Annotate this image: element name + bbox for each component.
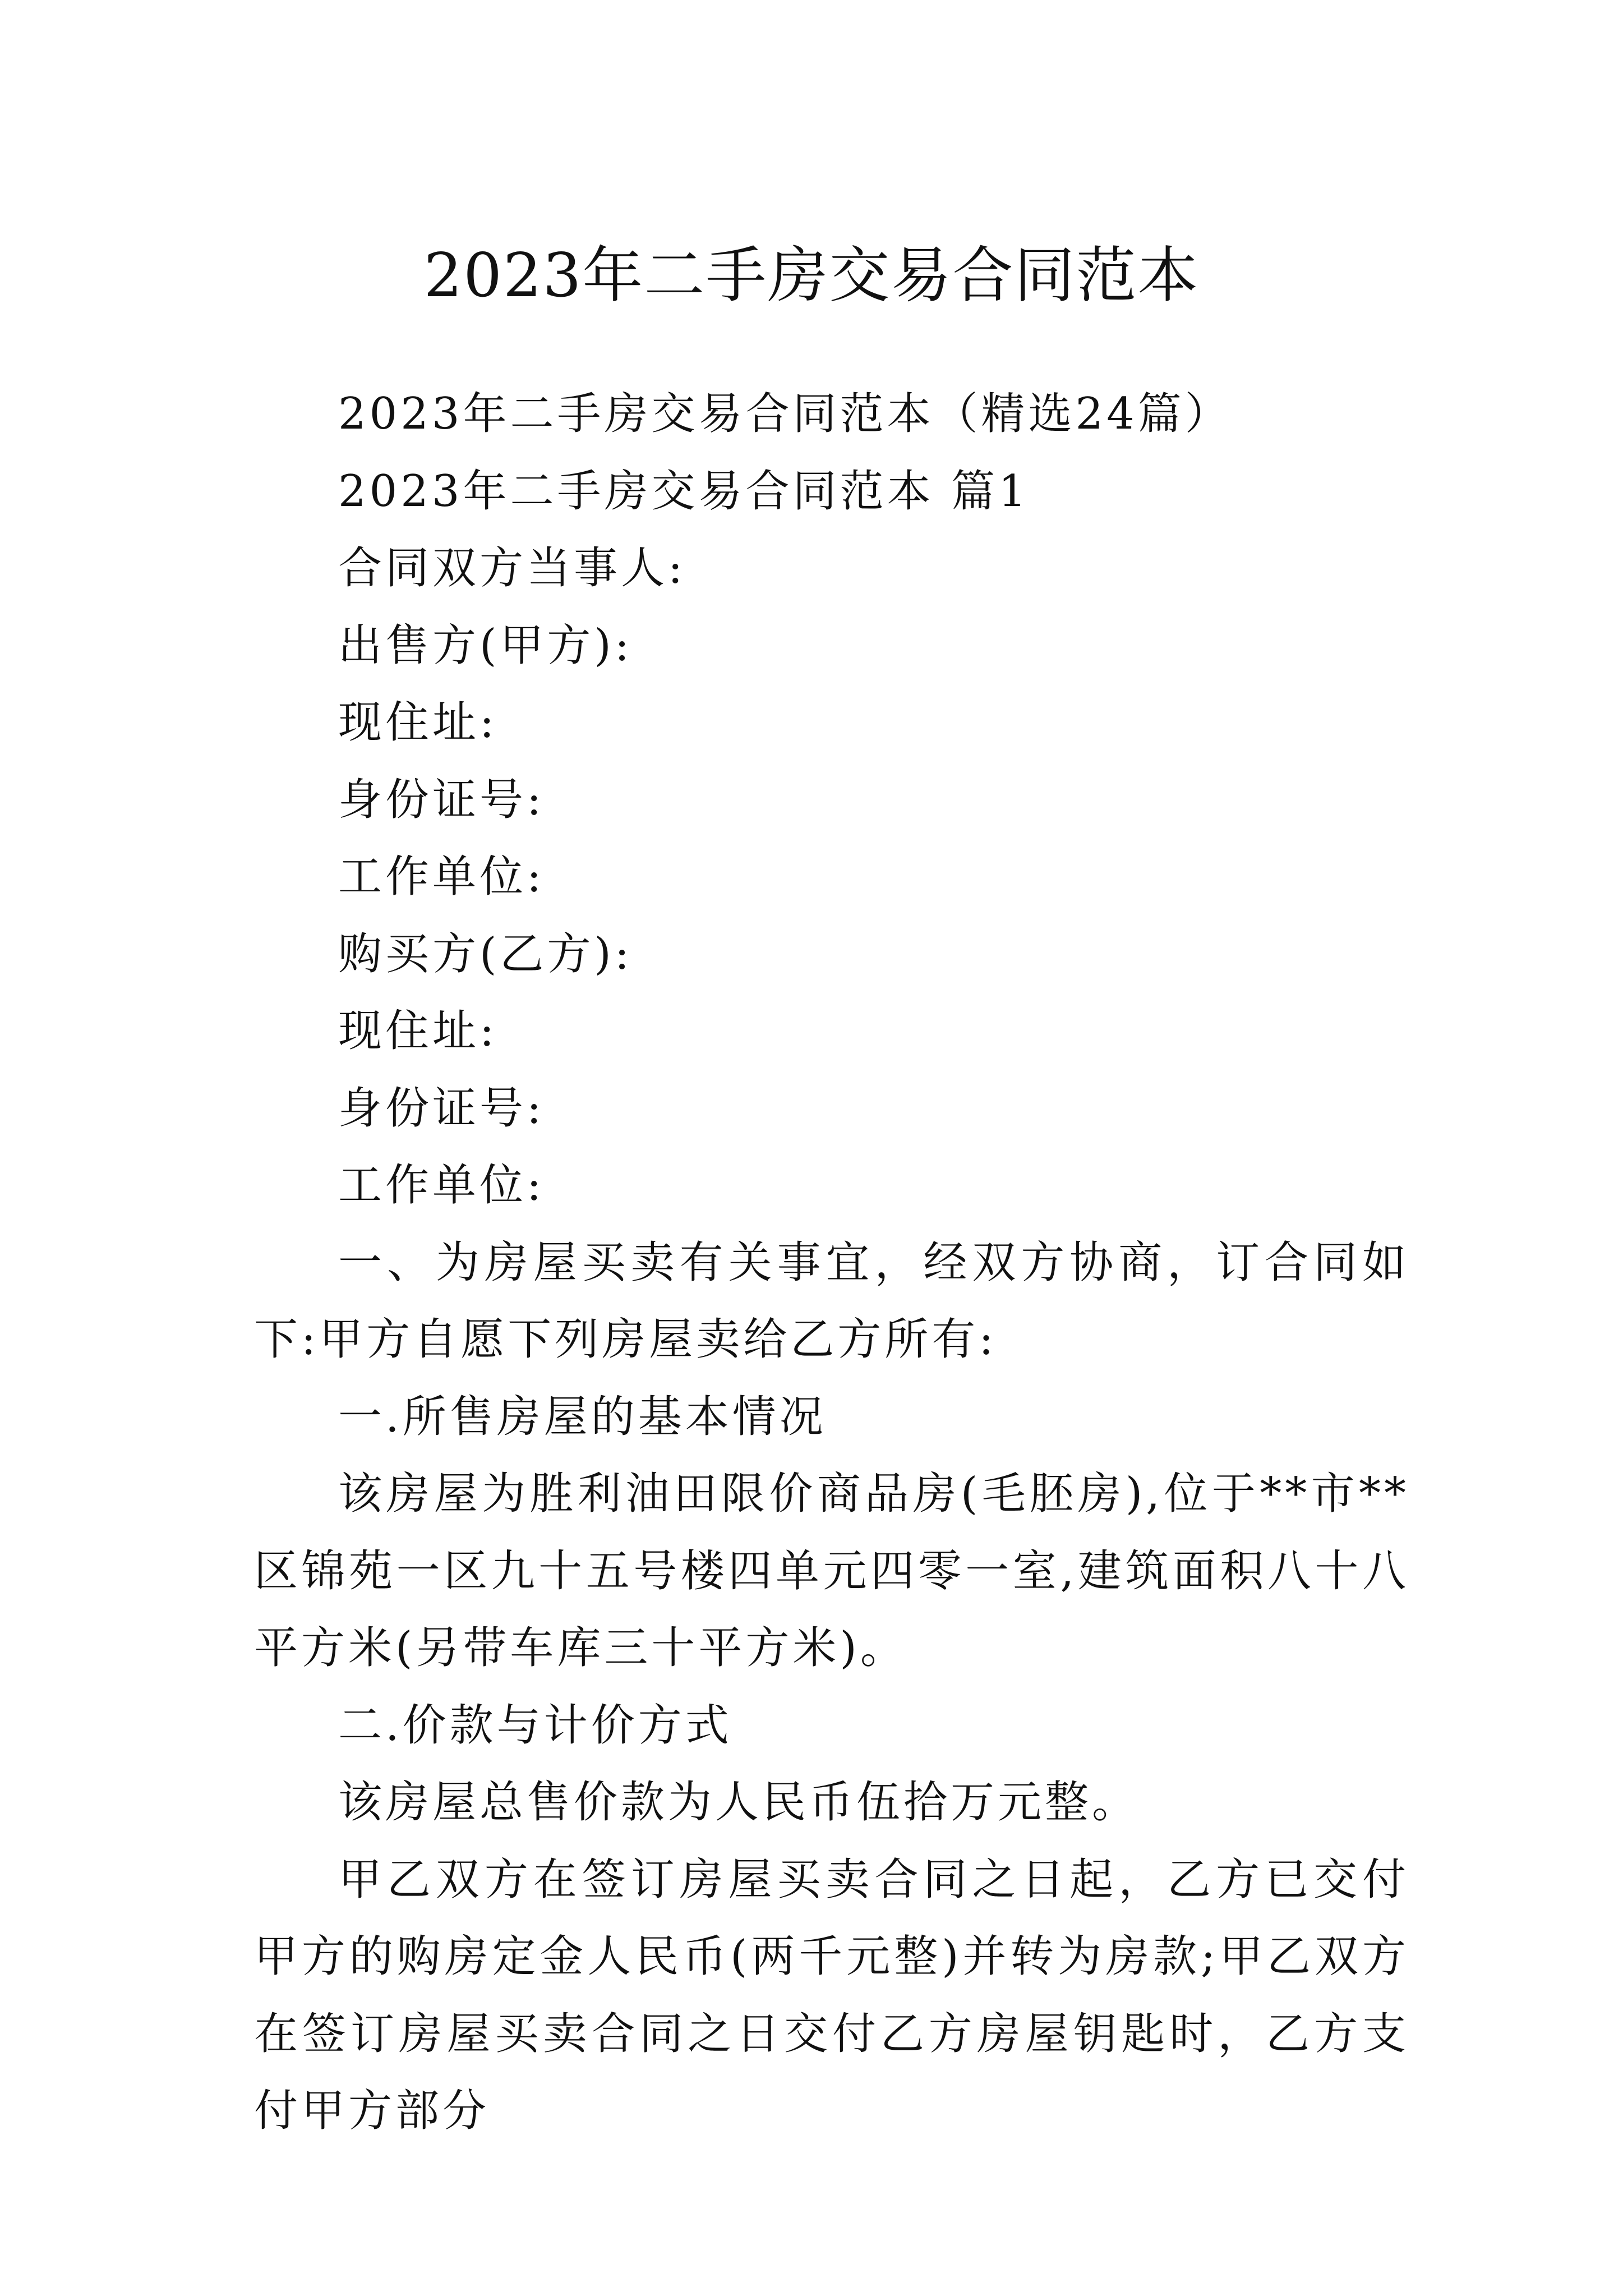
paragraph-collection-title: 2023年二手房交易合同范本（精选24篇） <box>338 389 1232 439</box>
paragraph-property-description: 该房屋为胜利油田限价商品房(毛胚房),位于**市**区锦苑一区九十五号楼四单元四零一室,建筑面积八十八平方米(另带车库三十平方米)。 <box>254 1469 1409 1673</box>
paragraph-parties-label: 合同双方当事人: <box>338 543 686 593</box>
paragraph-total-price: 该房屋总售价款为人民币伍拾万元整。 <box>338 1777 1140 1828</box>
paragraph-section-heading: 2023年二手房交易合同范本 篇1 <box>338 466 1030 517</box>
paragraph-seller-label: 出售方(甲方): <box>338 620 633 671</box>
paragraph-buyer-label: 购买方(乙方): <box>338 928 633 979</box>
document-body <box>254 376 1409 2150</box>
paragraph-clause-1: 一、为房屋买卖有关事宜，经双方协商，订合同如下:甲方自愿下列房屋卖给乙方所有: <box>254 1237 1409 1365</box>
document-title: 2023年二手房交易合同范本 <box>423 241 1200 311</box>
paragraph-payment-terms: 甲乙双方在签订房屋买卖合同之日起，乙方已交付甲方的购房定金人民币(两千元整)并转为房款;甲乙双方在签订房屋买卖合同之日交付乙方房屋钥匙时，乙方支付甲方部分 <box>254 1854 1409 2136</box>
paragraph-heading-basic-info: 一.所售房屋的基本情况 <box>338 1391 827 1442</box>
paragraph-seller-address: 现住址: <box>338 697 498 748</box>
paragraph-buyer-employer: 工作单位: <box>338 1160 545 1211</box>
paragraph-seller-employer: 工作单位: <box>338 852 545 902</box>
paragraph-seller-id: 身份证号: <box>338 774 545 825</box>
paragraph-buyer-address: 现住址: <box>338 1006 498 1056</box>
paragraph-heading-price: 二.价款与计价方式 <box>338 1700 732 1751</box>
paragraph-buyer-id: 身份证号: <box>338 1083 545 1134</box>
